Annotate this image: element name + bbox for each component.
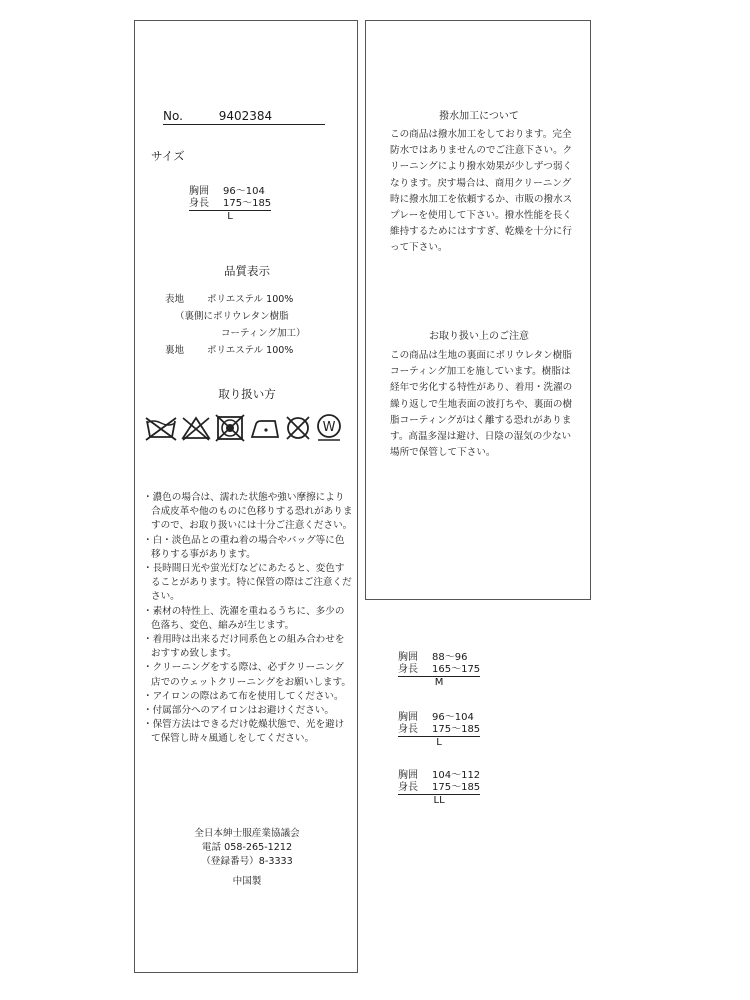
- care-note-item: ・付属部分へのアイロンはお避けください。: [143, 705, 335, 717]
- care-note-item: ・長時間日光や蛍光灯などにあたると、変色することがあります。特に保管の際はご注意ください。: [143, 563, 352, 603]
- wet-cleaning-icon: [315, 413, 343, 443]
- no-bleach-icon: [181, 415, 211, 441]
- height-label: 身長: [189, 198, 209, 209]
- height-value: 175～185: [432, 724, 481, 735]
- association-phone: 電話 058-265-1212: [201, 842, 293, 853]
- wet-cleaning-letter: W: [322, 420, 336, 435]
- product-number-value: 9402384: [218, 109, 273, 123]
- care-label-main: [134, 20, 358, 973]
- chest-label: 胸囲: [398, 652, 418, 663]
- size-letter: L: [436, 737, 442, 748]
- water-repellent-text: この商品は撥水加工をしております。完全防水ではありませんのでご注意下さい。クリーニングにより撥水効果が少しずつ弱くなります。戻す場合は、商用クリーニング時に撥水加工を依頼するか、市販の撥水スプレーを使用して下さい。撥水性能を長く維持するためにはすすぎ、乾燥を十分に行って下さい。: [390, 129, 573, 254]
- label-footer: [135, 827, 359, 889]
- care-note-item: ・着用時は出来るだけ同系色との組み合わせをおすすめ致します。: [143, 634, 345, 660]
- care-note-item: ・保管方法はできるだけ乾燥状態で、光を避けて保管し時々風通しをしてください。: [143, 719, 345, 745]
- chest-value: 96～104: [223, 186, 265, 197]
- chest-label: 胸囲: [398, 770, 418, 781]
- care-title: 取り扱い方: [218, 387, 276, 401]
- registration-number: （登録番号）8-3333: [201, 856, 293, 867]
- height-value: 175～185: [432, 782, 481, 793]
- height-label: 身長: [398, 724, 418, 735]
- lining-label: 裏地: [165, 345, 185, 356]
- country-of-origin: 中国製: [232, 876, 262, 887]
- care-note-item: ・濃色の場合は、濡れた状態や強い摩擦により合成皮革や他のものに色移りする恐れがありますので、お取り扱いには十分ご注意ください。: [143, 492, 353, 532]
- outer-fabric-value: ポリエステル 100%: [207, 294, 294, 305]
- iron-low-icon: [249, 415, 281, 441]
- size-letter: LL: [433, 795, 445, 806]
- handling-title: お取り扱い上のご注意: [429, 331, 529, 342]
- height-value: 175～185: [223, 198, 272, 209]
- care-label-notice: [365, 20, 591, 600]
- size-block: [189, 186, 271, 223]
- chest-label: 胸囲: [189, 186, 209, 197]
- fiber-composition: [165, 291, 306, 359]
- care-note-item: ・素材の特性上、洗濯を重ねるうちに、多少の色落ち、変色、縮みが生じます。: [143, 605, 345, 631]
- size-letter: L: [227, 211, 233, 222]
- size-variant-ll: [398, 770, 480, 807]
- lining-value: ポリエステル 100%: [207, 345, 294, 356]
- product-number: [163, 109, 325, 125]
- no-dry-clean-icon: [285, 415, 311, 441]
- product-number-label: No.: [163, 109, 183, 123]
- size-letter: M: [434, 677, 444, 688]
- chest-label: 胸囲: [398, 712, 418, 723]
- no-tumble-dry-icon: [215, 414, 245, 442]
- coating-note-1: （裏側にポリウレタン樹脂: [175, 311, 289, 322]
- height-label: 身長: [398, 664, 418, 675]
- care-note-item: ・クリーニングをする際は、必ずクリーニング店でのウェットクリーニングをお願いします。: [143, 662, 351, 688]
- care-note-item: ・白・淡色品との重ね着の場合やバッグ等に色移りする事があります。: [143, 534, 345, 560]
- no-wash-icon: [145, 415, 177, 441]
- height-value: 165～175: [432, 664, 481, 675]
- size-variant-m: [398, 652, 480, 689]
- chest-value: 96～104: [432, 712, 474, 723]
- size-variant-l: [398, 712, 480, 749]
- size-title: サイズ: [151, 149, 185, 163]
- association-name: 全日本紳士服産業協議会: [194, 828, 300, 839]
- chest-value: 88～96: [432, 652, 468, 663]
- coating-note-2: コーティング加工）: [221, 328, 306, 339]
- care-symbols: [145, 413, 343, 443]
- outer-fabric-label: 表地: [165, 294, 185, 305]
- water-repellent-title: 撥水加工について: [439, 111, 519, 122]
- care-note-item: ・アイロンの際はあて布を使用してください。: [143, 690, 344, 702]
- care-notes: [143, 491, 353, 747]
- chest-value: 104～112: [432, 770, 481, 781]
- handling-text: この商品は生地の裏面にポリウレタン樹脂コーティング加工を施しています。樹脂は経年で劣化する特性があり、着用・洗濯の繰り返しで生地表面の波打ちや、裏面の樹脂コーティングがはく離する恐れがあります。高温多湿は避け、日陰の湿気の少ない場所で保管して下さい。: [390, 350, 573, 459]
- quality-title: 品質表示: [224, 264, 270, 278]
- height-label: 身長: [398, 782, 418, 793]
